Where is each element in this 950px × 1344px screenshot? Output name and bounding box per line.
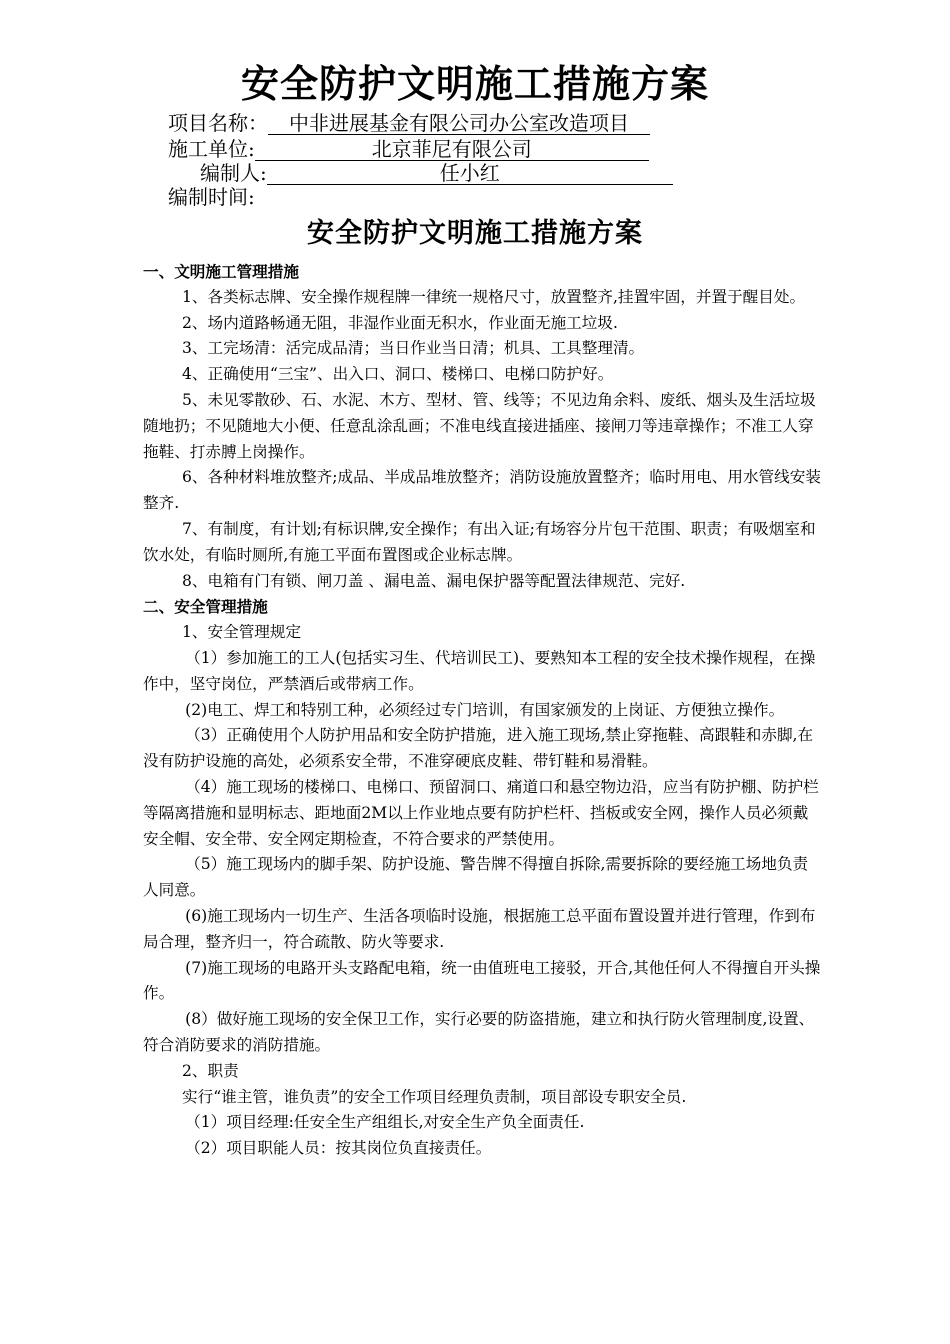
author-row	[200, 160, 760, 186]
project-name-label: 项目名称：	[168, 111, 268, 135]
paragraph: （3）正确使用个人防护用品和安全防护措施，进入施工现场,禁止穿拖鞋、高跟鞋和赤脚,在没有防护设施的高处，必须系安全带，不准穿硬底皮鞋、带钉鞋和易滑鞋。	[143, 726, 814, 771]
paragraph: 5、未见零散砂、石、水泥、木方、型材、管、线等；不见边角余料、废纸、烟头及生活垃圾随地扔；不见随地大小便、任意乱涂乱画；不准电线直接进插座、接闸刀等违章操作；不准工人穿拖鞋、打赤膊上岗操作。	[143, 390, 816, 461]
author-label: 编制人:	[200, 161, 267, 185]
paragraph: （1）参加施工的工人(包括实习生、代培训民工)、要熟知本工程的安全技术操作规程，在操作中，坚守岗位，严禁酒后或带病工作。	[143, 648, 816, 693]
construction-unit-row	[168, 136, 728, 162]
paragraph: 4、正确使用“三宝”、出入口、洞口、楼梯口、电梯口防护好。	[182, 365, 614, 384]
construction-unit-value: 北京菲尼有限公司	[255, 138, 649, 161]
paragraph: 8、电箱有门有锁、闸刀盖 、漏电盖、漏电保护器等配置法律规范、完好.	[182, 571, 686, 590]
project-name-row	[168, 110, 728, 136]
construction-unit-label: 施工单位:	[168, 137, 255, 161]
paragraph: 实行“谁主管，谁负责”的安全工作项目经理负责制，项目部设专职安全员.	[182, 1087, 687, 1106]
subsection-heading: 1、安全管理规定	[182, 623, 302, 642]
subsection-heading: 2、职责	[182, 1061, 239, 1080]
paragraph: 7、有制度，有计划;有标识牌,安全操作；有出入证;有场容分片包干范围、职责；有吸烟室和饮水处，有临时厕所,有施工平面布置图或企业标志牌。	[143, 519, 816, 564]
paragraph: (6)施工现场内一切生产、生活各项临时设施，根据施工总平面布置设置并进行管理，作到布局合理，整齐归一，符合疏散、防火等要求.	[143, 906, 816, 951]
paragraph: 3、工完场清：活完成品清；当日作业当日清；机具、工具整理清。	[182, 339, 645, 358]
date-label: 编制时间:	[168, 185, 255, 209]
paragraph: （4）施工现场的楼梯口、电梯口、预留洞口、痛道口和悬空物边沿，应当有防护棚、防护栏等隔离措施和显明标志、距地面2M以上作业地点要有防护栏杆、挡板或安全网，操作人员必须戴安全帽、安全带、安全网定期检查，不符合要求的严禁使用。	[143, 777, 819, 848]
date-row	[168, 184, 728, 210]
paragraph: （5）施工现场内的脚手架、防护设施、警告牌不得擅自拆除,需要拆除的要经施工场地负责人同意。	[143, 855, 809, 900]
project-name-value: 中非进展基金有限公司办公室改造项目	[268, 112, 650, 135]
document-title: 安全防护文明施工措施方案	[307, 218, 643, 249]
author-value: 任小红	[267, 162, 673, 185]
paragraph: 6、各种材料堆放整齐;成品、半成品堆放整齐；消防设施放置整齐；临时用电、用水管线安装整齐.	[143, 468, 821, 513]
paragraph: (8）做好施工现场的安全保卫工作，实行必要的防盗措施，建立和执行防火管理制度,设置、符合消防要求的消防措施。	[143, 1010, 815, 1054]
document-body	[143, 259, 823, 1162]
cover-title: 安全防护文明施工措施方案	[240, 61, 709, 106]
paragraph: (7)施工现场的电路开头支路配电箱，统一由值班电工接驳，开合,其他任何人不得擅自开头操作。	[143, 958, 821, 1003]
paragraph: 1、各类标志牌、安全操作规程牌一律统一规格尺寸，放置整齐,挂置牢固，并置于醒目处。	[182, 287, 806, 306]
section-heading: 二、安全管理措施	[143, 597, 268, 617]
paragraph: (2)电工、焊工和特别工种，必须经过专门培训，有国家颁发的上岗证、方便独立操作。	[185, 700, 785, 719]
section-heading: 一、文明施工管理措施	[143, 262, 299, 281]
paragraph: （2）项目职能人员：按其岗位负直接责任。	[185, 1139, 492, 1158]
paragraph: （1）项目经理:任安全生产组组长,对安全生产负全面责任.	[185, 1113, 585, 1132]
paragraph: 2、场内道路畅通无阻，非湿作业面无积水，作业面无施工垃圾.	[182, 313, 618, 332]
